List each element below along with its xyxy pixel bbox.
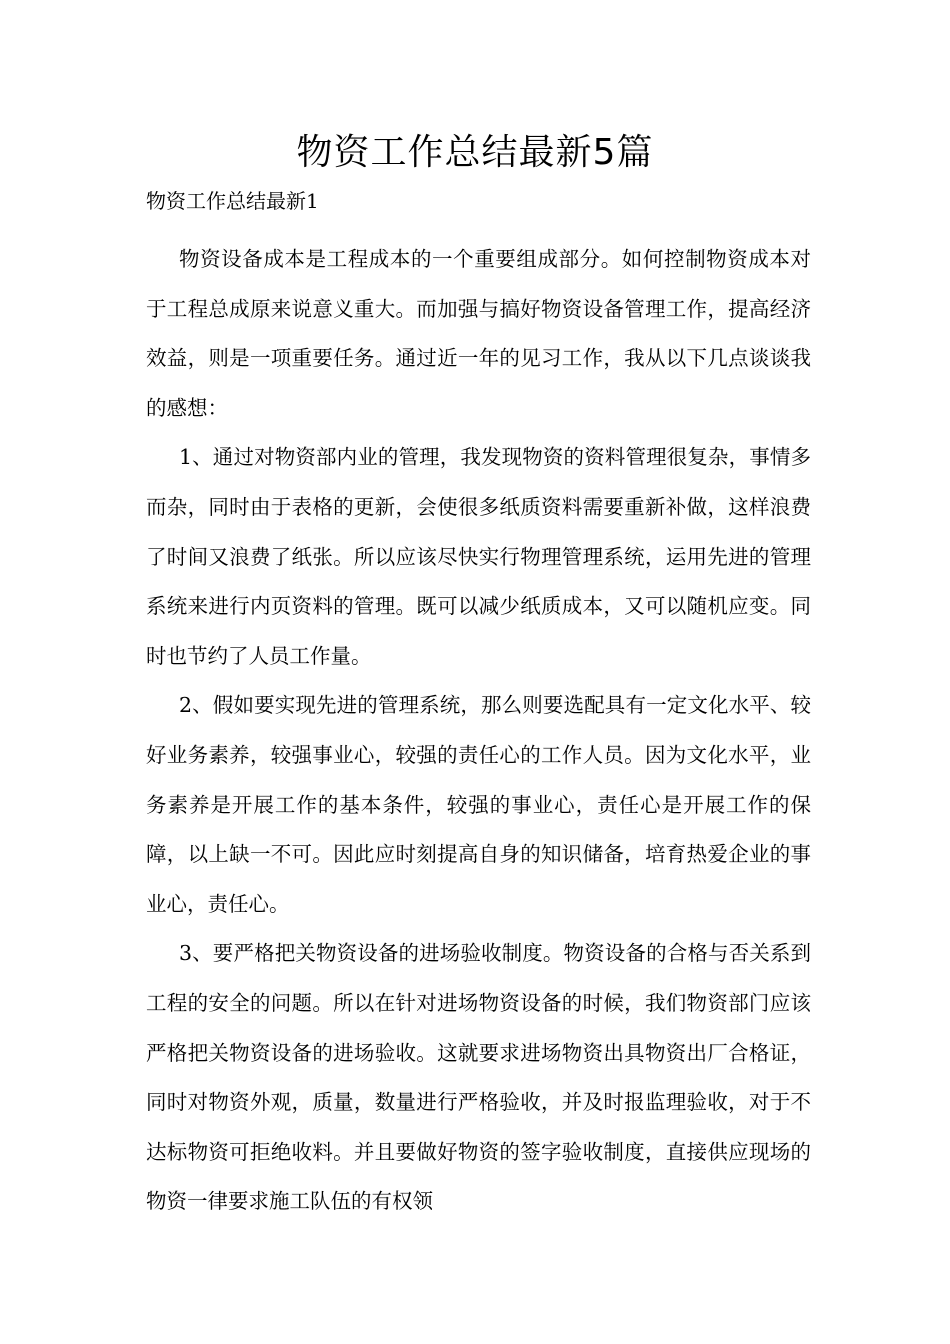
paragraph-point-3: 3、要严格把关物资设备的进场验收制度。物资设备的合格与否关系到工程的安全的问题。所以在针对进场物资设备的时候，我们物资部门应该严格把关物资设备的进场验收。这就要求进场物资出具物资出厂合格证，同时对物资外观，质量，数量进行严格验收，并及时报监理验收，对于不达标物资可拒绝收料。并且要做好物资的签字验收制度，直接供应现场的物资一律要求施工队伍的有权领: [146, 941, 811, 1214]
paragraph-point-1: 1、通过对物资部内业的管理，我发现物资的资料管理很复杂，事情多而杂，同时由于表格的更新，会使很多纸质资料需要重新补做，这样浪费了时间又浪费了纸张。所以应该尽快实行物理管理系统，运用先进的管理系统来进行内页资料的管理。既可以减少纸质成本，又可以随机应变。同时也节约了人员工作量。: [146, 445, 811, 668]
paragraph-intro: 物资设备成本是工程成本的一个重要组成部分。如何控制物资成本对于工程总成原来说意义重大。而加强与搞好物资设备管理工作，提高经济效益，则是一项重要任务。通过近一年的见习工作，我从以下几点谈谈我的感想：: [146, 247, 811, 420]
document-title: 物资工作总结最新5篇: [296, 132, 654, 173]
paragraph-point-2: 2、假如要实现先进的管理系统，那么则要选配具有一定文化水平、较好业务素养，较强事业心，较强的责任心的工作人员。因为文化水平，业务素养是开展工作的基本条件，较强的事业心，责任心是开展工作的保障，以上缺一不可。因此应时刻提高自身的知识储备，培育热爱企业的事业心，责任心。: [146, 693, 811, 916]
document-body: [146, 235, 811, 1227]
section-heading: 物资工作总结最新1: [146, 189, 319, 213]
